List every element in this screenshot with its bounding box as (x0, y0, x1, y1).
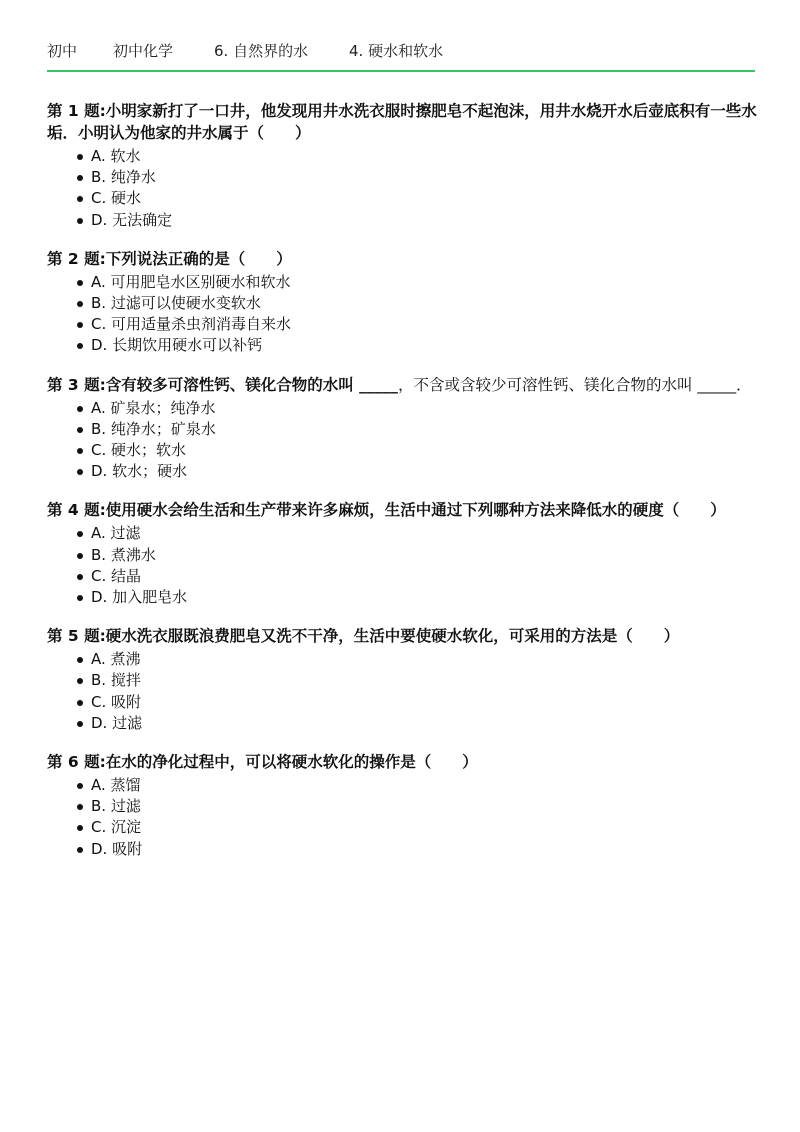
question-number: 第 4 题: (47, 501, 106, 520)
option-list (47, 775, 757, 860)
option-label: D. 长期饮用硬水可以补钙 (91, 336, 263, 355)
option-c[interactable] (47, 566, 757, 587)
option-label: B. 煮沸水 (91, 545, 156, 564)
option-label: A. 软水 (91, 147, 141, 165)
question-text: 小明家新打了一口井，他发现用井水洗衣服时擦肥皂不起泡沫，用井水烧开水后壶底积有一些水垢．小明认为他家的井水属于（ ） (47, 102, 757, 142)
option-b[interactable] (47, 293, 757, 314)
bullet-icon (77, 469, 83, 475)
option-list (47, 649, 757, 734)
question-number: 第 2 题: (47, 249, 106, 268)
breadcrumb-item-level[interactable]: 初中 (47, 42, 78, 60)
option-label: C. 可用适量杀虫剂消毒自来水 (91, 315, 292, 334)
bullet-icon (77, 804, 83, 810)
option-d[interactable] (47, 461, 757, 482)
question-title (47, 100, 757, 144)
question-title (47, 248, 757, 270)
option-a[interactable] (47, 398, 757, 419)
option-c[interactable] (47, 188, 757, 209)
option-d[interactable] (47, 335, 757, 356)
breadcrumb-item-chapter[interactable]: 6. 自然界的水 (214, 42, 309, 60)
question-text: 含有较多可溶性钙、镁化合物的水叫 _____ (105, 375, 398, 394)
question-list (47, 100, 757, 877)
option-list (47, 523, 757, 608)
breadcrumb (47, 40, 755, 61)
option-a[interactable] (47, 146, 757, 167)
question-3 (47, 374, 757, 483)
bullet-icon (77, 678, 83, 684)
option-d[interactable] (47, 713, 757, 734)
question-1 (47, 100, 757, 231)
option-b[interactable] (47, 167, 757, 188)
option-label: C. 沉淀 (91, 818, 142, 837)
option-label: B. 过滤可以使硬水变软水 (91, 294, 261, 313)
option-b[interactable] (47, 796, 757, 817)
question-2 (47, 248, 757, 357)
option-a[interactable] (47, 523, 757, 544)
question-text-continuation: ，不含或含较少可溶性钙、镁化合物的水叫 _____． (397, 375, 752, 394)
question-text: 使用硬水会给生活和生产带来许多麻烦，生活中通过下列哪种方法来降低水的硬度（ ） (105, 501, 726, 520)
option-label: D. 加入肥皂水 (91, 588, 188, 607)
bullet-icon (77, 595, 83, 601)
option-label: C. 硬水 (91, 189, 142, 208)
option-label: C. 结晶 (91, 566, 142, 585)
option-c[interactable] (47, 817, 757, 838)
option-b[interactable] (47, 419, 757, 440)
bullet-icon (77, 343, 83, 349)
question-text: 在水的净化过程中，可以将硬水软化的操作是（ ） (105, 753, 478, 772)
question-text: 下列说法正确的是（ ） (105, 249, 292, 268)
option-label: C. 吸附 (91, 692, 142, 711)
option-label: D. 软水；硬水 (91, 462, 188, 481)
bullet-icon (77, 154, 83, 160)
question-number: 第 5 题: (47, 627, 106, 646)
option-label: A. 蒸馏 (91, 776, 141, 795)
bullet-icon (77, 721, 83, 727)
bullet-icon (77, 825, 83, 831)
option-label: B. 搅拌 (91, 671, 141, 690)
option-label: A. 煮沸 (91, 650, 141, 669)
question-4 (47, 499, 757, 608)
option-a[interactable] (47, 649, 757, 670)
bullet-icon (77, 301, 83, 307)
bullet-icon (77, 280, 83, 286)
option-b[interactable] (47, 670, 757, 691)
bullet-icon (77, 553, 83, 559)
option-label: A. 过滤 (91, 524, 141, 543)
question-text: 硬水洗衣服既浪费肥皂又洗不干净，生活中要使硬水软化，可采用的方法是（ ） (105, 627, 680, 646)
question-number: 第 1 题: (47, 102, 106, 120)
option-label: B. 过滤 (91, 797, 141, 816)
bullet-icon (77, 657, 83, 663)
breadcrumb-item-section[interactable]: 4. 硬水和软水 (349, 42, 444, 60)
option-list (47, 398, 757, 483)
option-list (47, 146, 757, 231)
question-5 (47, 625, 757, 734)
question-title (47, 374, 757, 396)
question-6 (47, 751, 757, 860)
bullet-icon (77, 218, 83, 224)
bullet-icon (77, 196, 83, 202)
option-label: C. 硬水；软水 (91, 441, 187, 460)
option-label: A. 矿泉水；纯净水 (91, 398, 216, 417)
option-label: B. 纯净水 (91, 168, 156, 187)
bullet-icon (77, 847, 83, 853)
bullet-icon (77, 783, 83, 789)
option-label: A. 可用肥皂水区别硬水和软水 (91, 272, 291, 291)
question-title (47, 499, 757, 521)
question-title (47, 625, 757, 647)
option-label: D. 无法确定 (91, 210, 173, 229)
bullet-icon (77, 700, 83, 706)
option-label: B. 纯净水；矿泉水 (91, 419, 216, 438)
option-c[interactable] (47, 314, 757, 335)
option-c[interactable] (47, 440, 757, 461)
bullet-icon (77, 175, 83, 181)
option-d[interactable] (47, 839, 757, 860)
option-label: D. 吸附 (91, 839, 143, 858)
bullet-icon (77, 448, 83, 454)
option-d[interactable] (47, 587, 757, 608)
option-list (47, 272, 757, 357)
option-b[interactable] (47, 545, 757, 566)
bullet-icon (77, 427, 83, 433)
question-number: 第 3 题: (47, 375, 106, 394)
bullet-icon (77, 406, 83, 412)
bullet-icon (77, 322, 83, 328)
option-a[interactable] (47, 775, 757, 796)
option-c[interactable] (47, 692, 757, 713)
bullet-icon (77, 531, 83, 537)
option-label: D. 过滤 (91, 713, 143, 732)
option-d[interactable] (47, 210, 757, 231)
header-divider (47, 70, 755, 72)
question-number: 第 6 题: (47, 753, 106, 772)
breadcrumb-item-subject[interactable]: 初中化学 (113, 42, 174, 60)
question-title (47, 751, 757, 773)
bullet-icon (77, 574, 83, 580)
option-a[interactable] (47, 272, 757, 293)
